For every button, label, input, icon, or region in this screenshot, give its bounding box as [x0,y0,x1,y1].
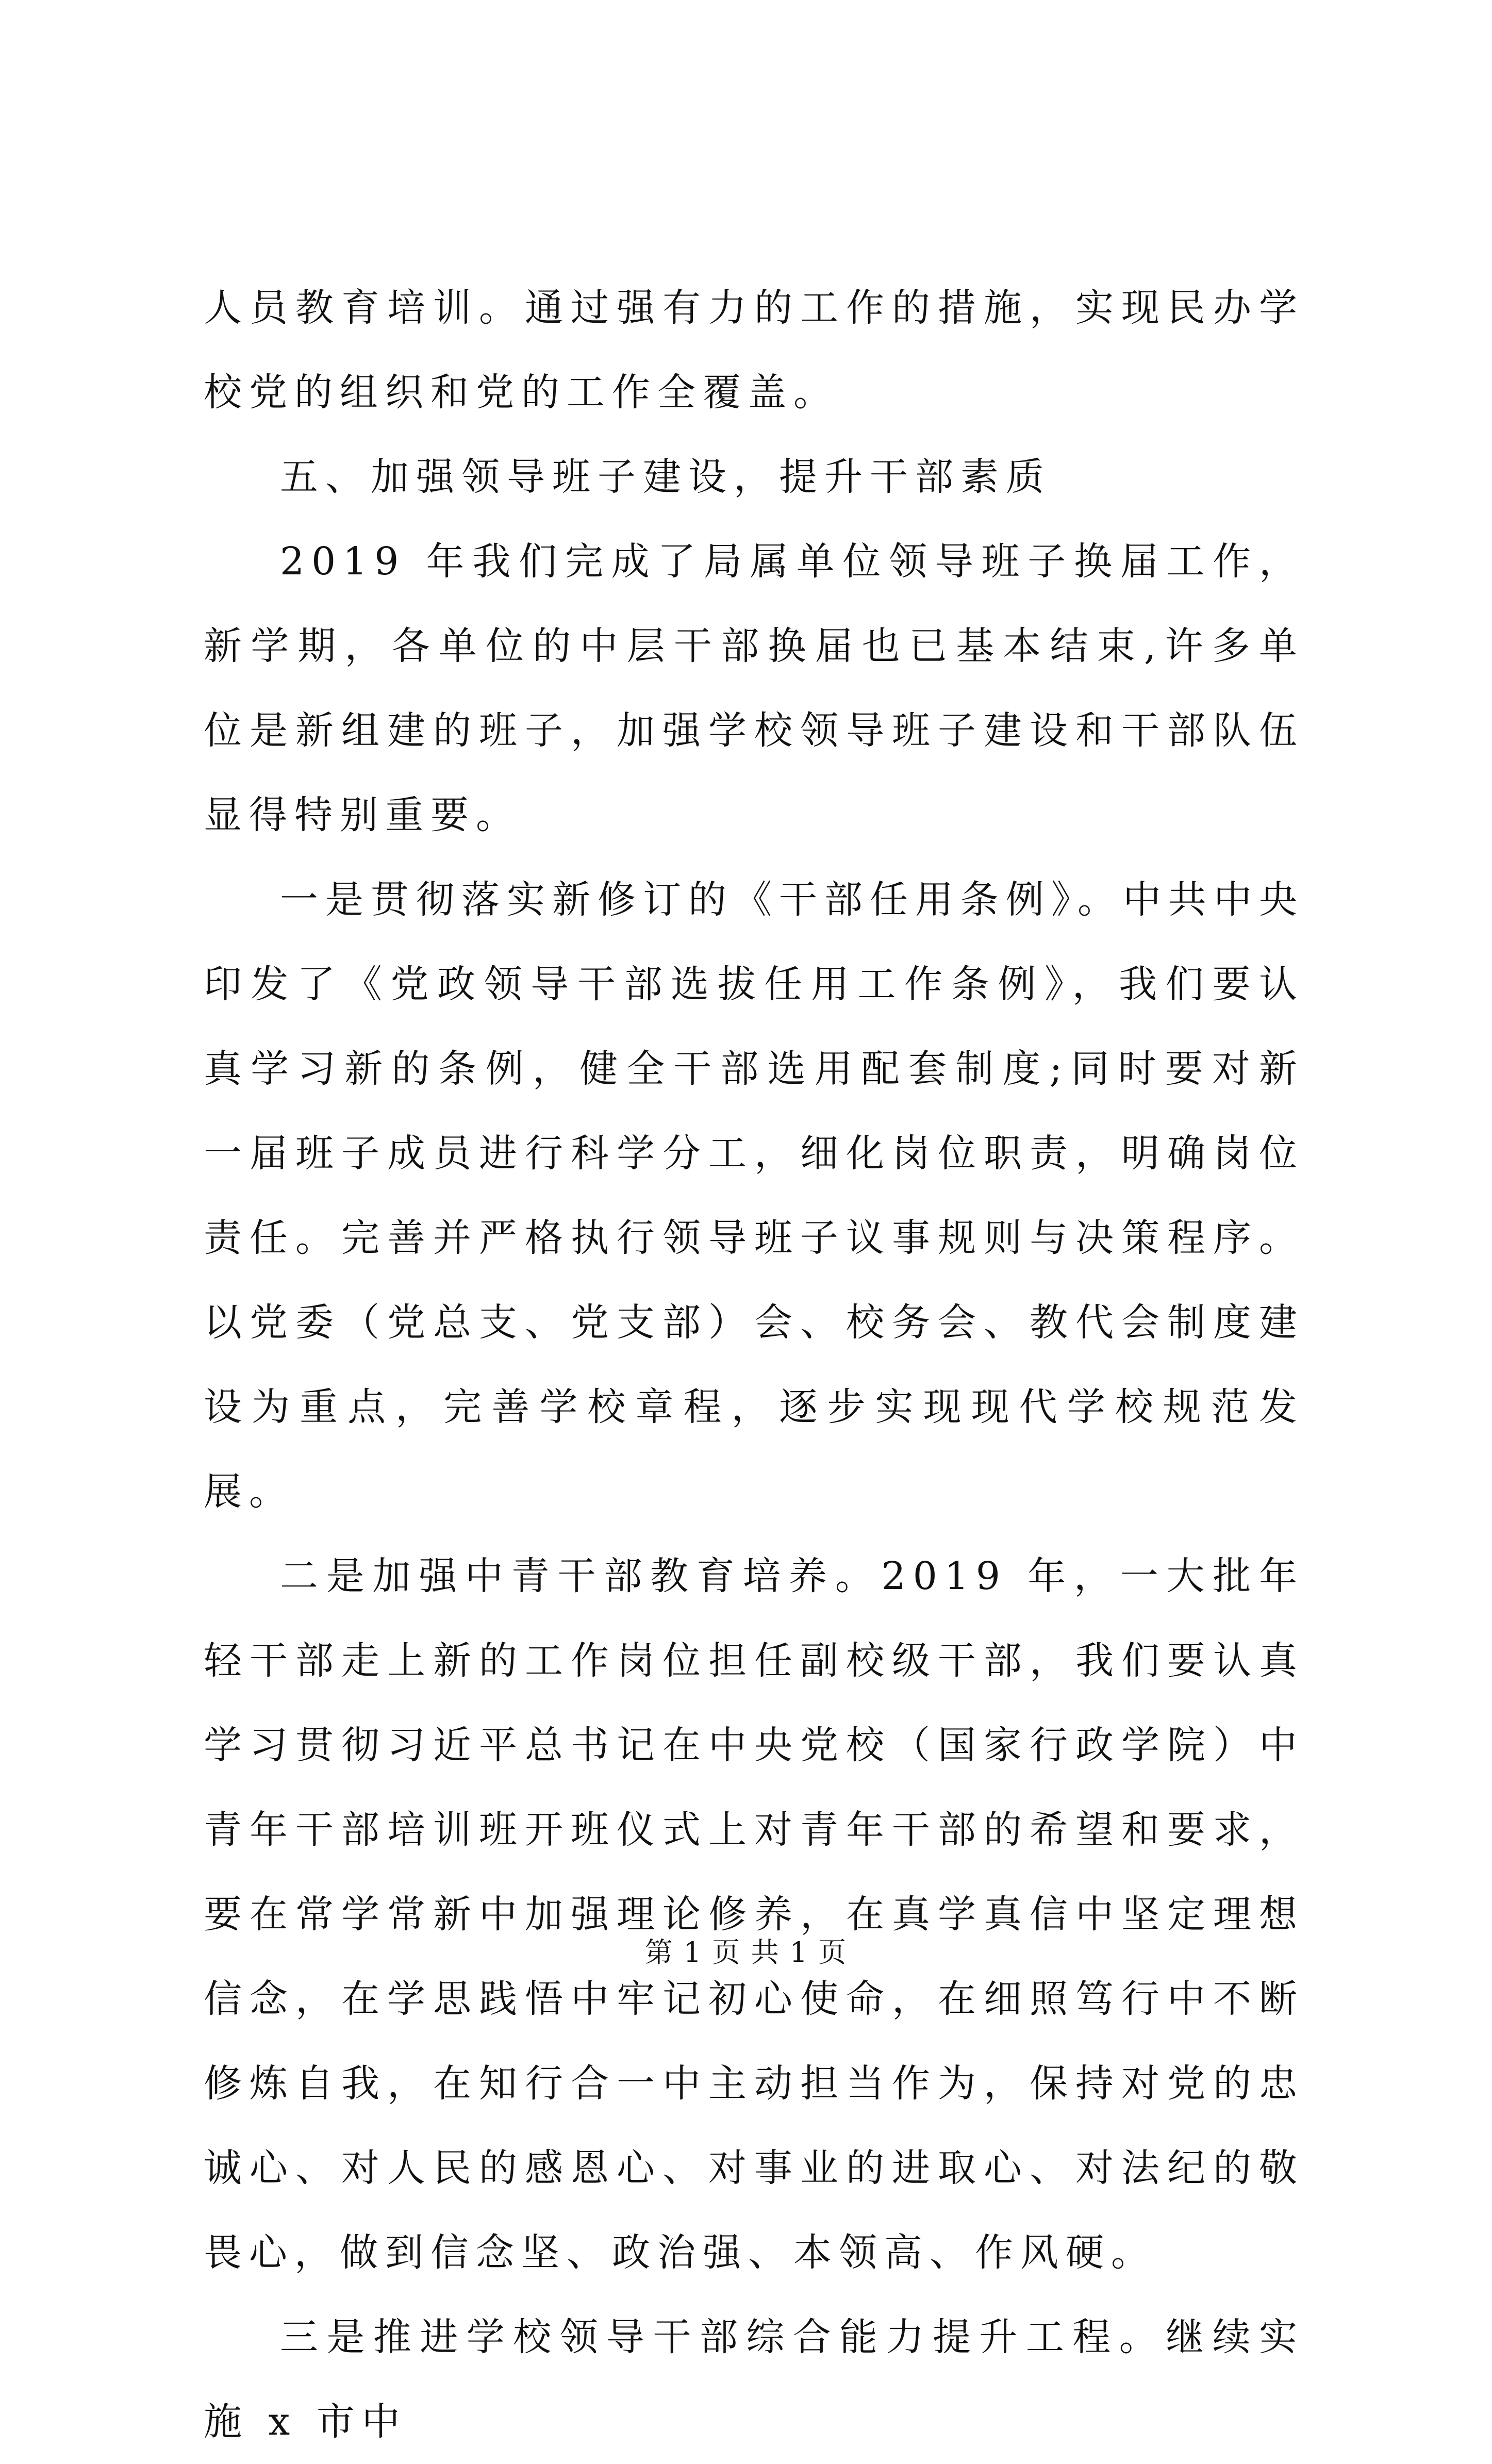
paragraph-leadership-transition: 2019 年我们完成了局属单位领导班子换届工作，新学期，各单位的中层干部换届也已基本结束,许多单位是新组建的班子，加强学校领导班子建设和干部队伍显得特别重要。 [204,539,1304,837]
section-heading-five: 五、加强领导班子建设，提升干部素质 [280,455,1051,499]
paragraph-continuation: 人员教育培训。通过强有力的工作的措施，实现民办学校党的组织和党的工作全覆盖。 [204,286,1304,415]
paragraph-point-three: 三是推进学校领导干部综合能力提升工程。继续实施 x 市中 [204,2315,1304,2444]
paragraph-point-two: 二是加强中青干部教育培养。2019 年，一大批年轻干部走上新的工作岗位担任副校级干部，我们要认真学习贯彻习近平总书记在中央党校（国家行政学院）中青年干部培训班开班仪式上对青年干部的希望和要求，要在常学常新中加强理论修养，在真学真信中坚定理想信念，在学思践悟中牢记初心使命，在细照笃行中不断修炼自我，在知行合一中主动担当作为，保持对党的忠诚心、对人民的感恩心、对事业的进取心、对法纪的敬畏心，做到信念坚、政治强、本领高、作风硬。 [204,1554,1304,2275]
paragraph-point-one: 一是贯彻落实新修订的《干部任用条例》。中共中央印发了《党政领导干部选拔任用工作条例》，我们要认真学习新的条例，健全干部选用配套制度;同时要对新一届班子成员进行科学分工，细化岗位职责，明确岗位责任。完善并严格执行领导班子议事规则与决策程序。以党委（党总支、党支部）会、校务会、教代会制度建设为重点，完善学校章程，逐步实现现代学校规范发展。 [204,878,1304,1514]
document-body [204,266,1304,2464]
page-footer: 第 1 页 共 1 页 [644,1936,848,1969]
